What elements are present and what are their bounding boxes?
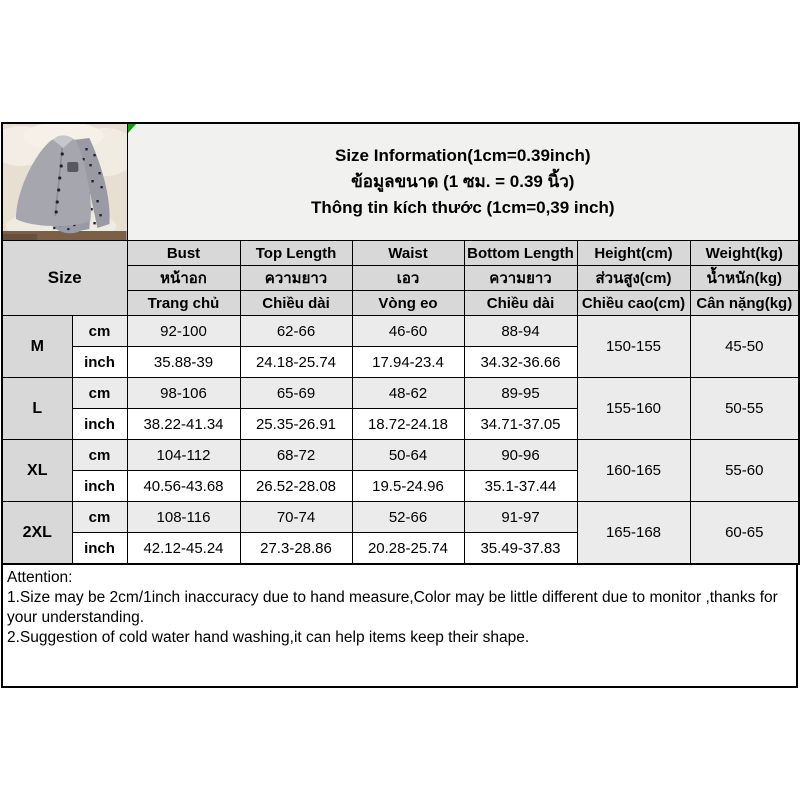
cell-m-waist-cm: 46-60 (352, 316, 464, 347)
cell-xl-bottomlength-cm: 90-96 (464, 440, 577, 471)
unit-cm: cm (72, 316, 127, 347)
size-chart-panel (1, 122, 798, 688)
size-label-xl: XL (2, 440, 72, 502)
cell-xl-waist-inch: 19.5-24.96 (352, 471, 464, 502)
size-label-2xl: 2XL (2, 502, 72, 565)
attention-note-1: 1.Size may be 2cm/1inch inaccuracy due to hand measure,Color may be little different due to monitor ,thanks for your understanding. (7, 589, 778, 626)
col-header-weight-en: Weight(kg) (690, 241, 799, 266)
col-header-toplength-th: ความยาว (240, 266, 352, 291)
cell-2xl-height: 165-168 (577, 502, 690, 565)
col-header-waist-vi: Vòng eo (352, 291, 464, 316)
cell-xl-weight: 55-60 (690, 440, 799, 502)
cell-m-toplength-inch: 24.18-25.74 (240, 347, 352, 378)
cell-xl-waist-cm: 50-64 (352, 440, 464, 471)
unit-inch: inch (72, 471, 127, 502)
cell-m-bust-inch: 35.88-39 (127, 347, 240, 378)
col-header-bust-th: หน้าอก (127, 266, 240, 291)
cell-l-bottomlength-cm: 89-95 (464, 378, 577, 409)
size-header: Size (2, 241, 127, 316)
title-th: ข้อมูลขนาด (1 ซม. = 0.39 นิ้ว) (351, 172, 575, 191)
cell-2xl-waist-inch: 20.28-25.74 (352, 533, 464, 565)
cell-xl-bottomlength-inch: 35.1-37.44 (464, 471, 577, 502)
title-vi: Thông tin kích thước (1cm=0,39 inch) (311, 198, 615, 217)
cell-l-bust-cm: 98-106 (127, 378, 240, 409)
col-header-bust-vi: Trang chủ (127, 291, 240, 316)
unit-cm: cm (72, 440, 127, 471)
cell-2xl-weight: 60-65 (690, 502, 799, 565)
title-en: Size Information(1cm=0.39inch) (335, 146, 591, 165)
cell-l-bottomlength-inch: 34.71-37.05 (464, 409, 577, 440)
unit-cm: cm (72, 502, 127, 533)
attention-section (1, 565, 798, 688)
col-header-bottomlength-th: ความยาว (464, 266, 577, 291)
col-header-waist-en: Waist (352, 241, 464, 266)
green-corner-marker (128, 124, 136, 133)
cell-2xl-toplength-inch: 27.3-28.86 (240, 533, 352, 565)
col-header-toplength-vi: Chiều dài (240, 291, 352, 316)
cell-m-waist-inch: 17.94-23.4 (352, 347, 464, 378)
cell-m-weight: 45-50 (690, 316, 799, 378)
col-header-bottomlength-en: Bottom Length (464, 241, 577, 266)
size-table (1, 122, 800, 565)
col-header-bottomlength-vi: Chiều dài (464, 291, 577, 316)
product-photo (3, 124, 127, 240)
size-label-m: M (2, 316, 72, 378)
cell-xl-height: 160-165 (577, 440, 690, 502)
cell-l-toplength-inch: 25.35-26.91 (240, 409, 352, 440)
size-label-l: L (2, 378, 72, 440)
cell-m-bottomlength-cm: 88-94 (464, 316, 577, 347)
unit-inch: inch (72, 409, 127, 440)
product-photo-cell (2, 123, 127, 241)
cell-2xl-waist-cm: 52-66 (352, 502, 464, 533)
cell-2xl-bust-inch: 42.12-45.24 (127, 533, 240, 565)
col-header-waist-th: เอว (352, 266, 464, 291)
unit-inch: inch (72, 533, 127, 565)
unit-cm: cm (72, 378, 127, 409)
cell-l-toplength-cm: 65-69 (240, 378, 352, 409)
col-header-height-th: ส่วนสูง(cm) (577, 266, 690, 291)
title-cell (127, 123, 799, 241)
cell-xl-bust-cm: 104-112 (127, 440, 240, 471)
cell-2xl-bottomlength-inch: 35.49-37.83 (464, 533, 577, 565)
cell-l-height: 155-160 (577, 378, 690, 440)
cell-m-bottomlength-inch: 34.32-36.66 (464, 347, 577, 378)
cell-2xl-bust-cm: 108-116 (127, 502, 240, 533)
col-header-bust-en: Bust (127, 241, 240, 266)
cell-l-weight: 50-55 (690, 378, 799, 440)
cell-l-bust-inch: 38.22-41.34 (127, 409, 240, 440)
col-header-toplength-en: Top Length (240, 241, 352, 266)
cell-l-waist-inch: 18.72-24.18 (352, 409, 464, 440)
cell-m-bust-cm: 92-100 (127, 316, 240, 347)
attention-heading: Attention: (7, 569, 73, 586)
col-header-weight-vi: Cân nặng(kg) (690, 291, 799, 316)
cell-xl-bust-inch: 40.56-43.68 (127, 471, 240, 502)
col-header-height-en: Height(cm) (577, 241, 690, 266)
cell-m-toplength-cm: 62-66 (240, 316, 352, 347)
attention-note-2: 2.Suggestion of cold water hand washing,it can help items keep their shape. (7, 629, 530, 646)
cell-m-height: 150-155 (577, 316, 690, 378)
col-header-weight-th: น้ำหนัก(kg) (690, 266, 799, 291)
cell-2xl-toplength-cm: 70-74 (240, 502, 352, 533)
cell-l-waist-cm: 48-62 (352, 378, 464, 409)
cell-xl-toplength-inch: 26.52-28.08 (240, 471, 352, 502)
col-header-height-vi: Chiều cao(cm) (577, 291, 690, 316)
cell-xl-toplength-cm: 68-72 (240, 440, 352, 471)
cell-2xl-bottomlength-cm: 91-97 (464, 502, 577, 533)
unit-inch: inch (72, 347, 127, 378)
